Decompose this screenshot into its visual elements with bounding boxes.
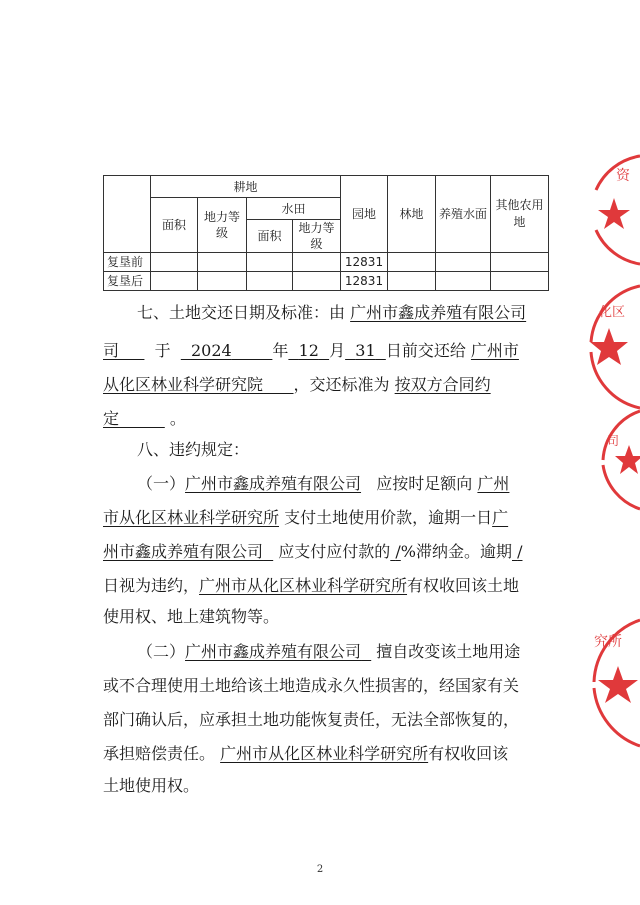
row-garden-value: 12831	[341, 253, 388, 272]
section7-line1: 七、土地交还日期及标准：由 广州市鑫成养殖有限公司	[137, 303, 527, 322]
header-grade: 地力等级	[198, 198, 247, 253]
svg-text:资: 资	[616, 168, 630, 184]
row-label: 复垦后	[104, 272, 151, 291]
header-paddy-grade: 地力等级	[293, 220, 341, 253]
section8-p1-line1: （一）广州市鑫成养殖有限公司 应按时足额向 广州	[137, 474, 510, 493]
svg-text:究所: 究所	[594, 634, 622, 650]
header-paddy-area: 面积	[247, 220, 293, 253]
section8-p1-line4: 日视为违约，广州市从化区林业科学研究所有权收回该土地	[103, 576, 520, 595]
header-area: 面积	[151, 198, 198, 253]
section8-p1-line3: 州市鑫成养殖有限公司 应支付应付款的 /%滞纳金。逾期 /	[103, 542, 523, 561]
row-label: 复垦前	[104, 253, 151, 272]
header-forest: 林地	[388, 176, 436, 253]
table-row	[104, 253, 549, 272]
row-garden-value: 12831	[341, 272, 388, 291]
svg-text:司: 司	[607, 434, 620, 448]
seal-middle-right	[585, 282, 640, 412]
header-paddy: 水田	[247, 198, 341, 220]
section8-p2-line3: 部门确认后，应承担土地功能恢复责任，无法全部恢复的，	[103, 710, 520, 729]
section7-line3: 从化区林业科学研究院 ，交还标准为 按双方合同约	[103, 375, 491, 394]
header-garden: 园地	[341, 176, 388, 253]
header-other: 其他农用地	[491, 176, 549, 253]
seal-bottom-right	[588, 612, 640, 752]
svg-text:化区: 化区	[599, 305, 626, 320]
section8-p2-line5: 土地使用权。	[103, 776, 200, 795]
page-number: 2	[316, 864, 324, 875]
section7-line4: 定 。	[103, 409, 186, 428]
section8-p1-line5: 使用权、地上建筑物等。	[103, 607, 280, 626]
section8-heading: 八、违约规定：	[137, 440, 250, 459]
table-corner-cell	[104, 176, 151, 253]
section8-p2-line4: 承担赔偿责任。 广州市从化区林业科学研究所有权收回该	[103, 744, 509, 763]
section8-p2-line1: （二）广州市鑫成养殖有限公司 擅自改变该土地用途	[137, 642, 521, 661]
table-row	[104, 272, 549, 291]
seal-lower-right	[595, 405, 640, 515]
land-use-table	[103, 175, 549, 291]
section8-p2-line2: 或不合理使用土地给该土地造成永久性损害的，经国家有关	[103, 676, 520, 695]
section7-line2: 司 于 2024 年 12 月 31 日前交还给 广州市	[103, 341, 519, 360]
company-name: 广州市鑫成养殖有限公司	[350, 303, 527, 322]
header-cultivated: 耕地	[151, 176, 341, 198]
header-aqua: 养殖水面	[436, 176, 491, 253]
section8-p1-line2: 市从化区林业科学研究所 支付土地使用价款，逾期一日广	[103, 508, 509, 527]
seal-top-right	[586, 150, 640, 270]
